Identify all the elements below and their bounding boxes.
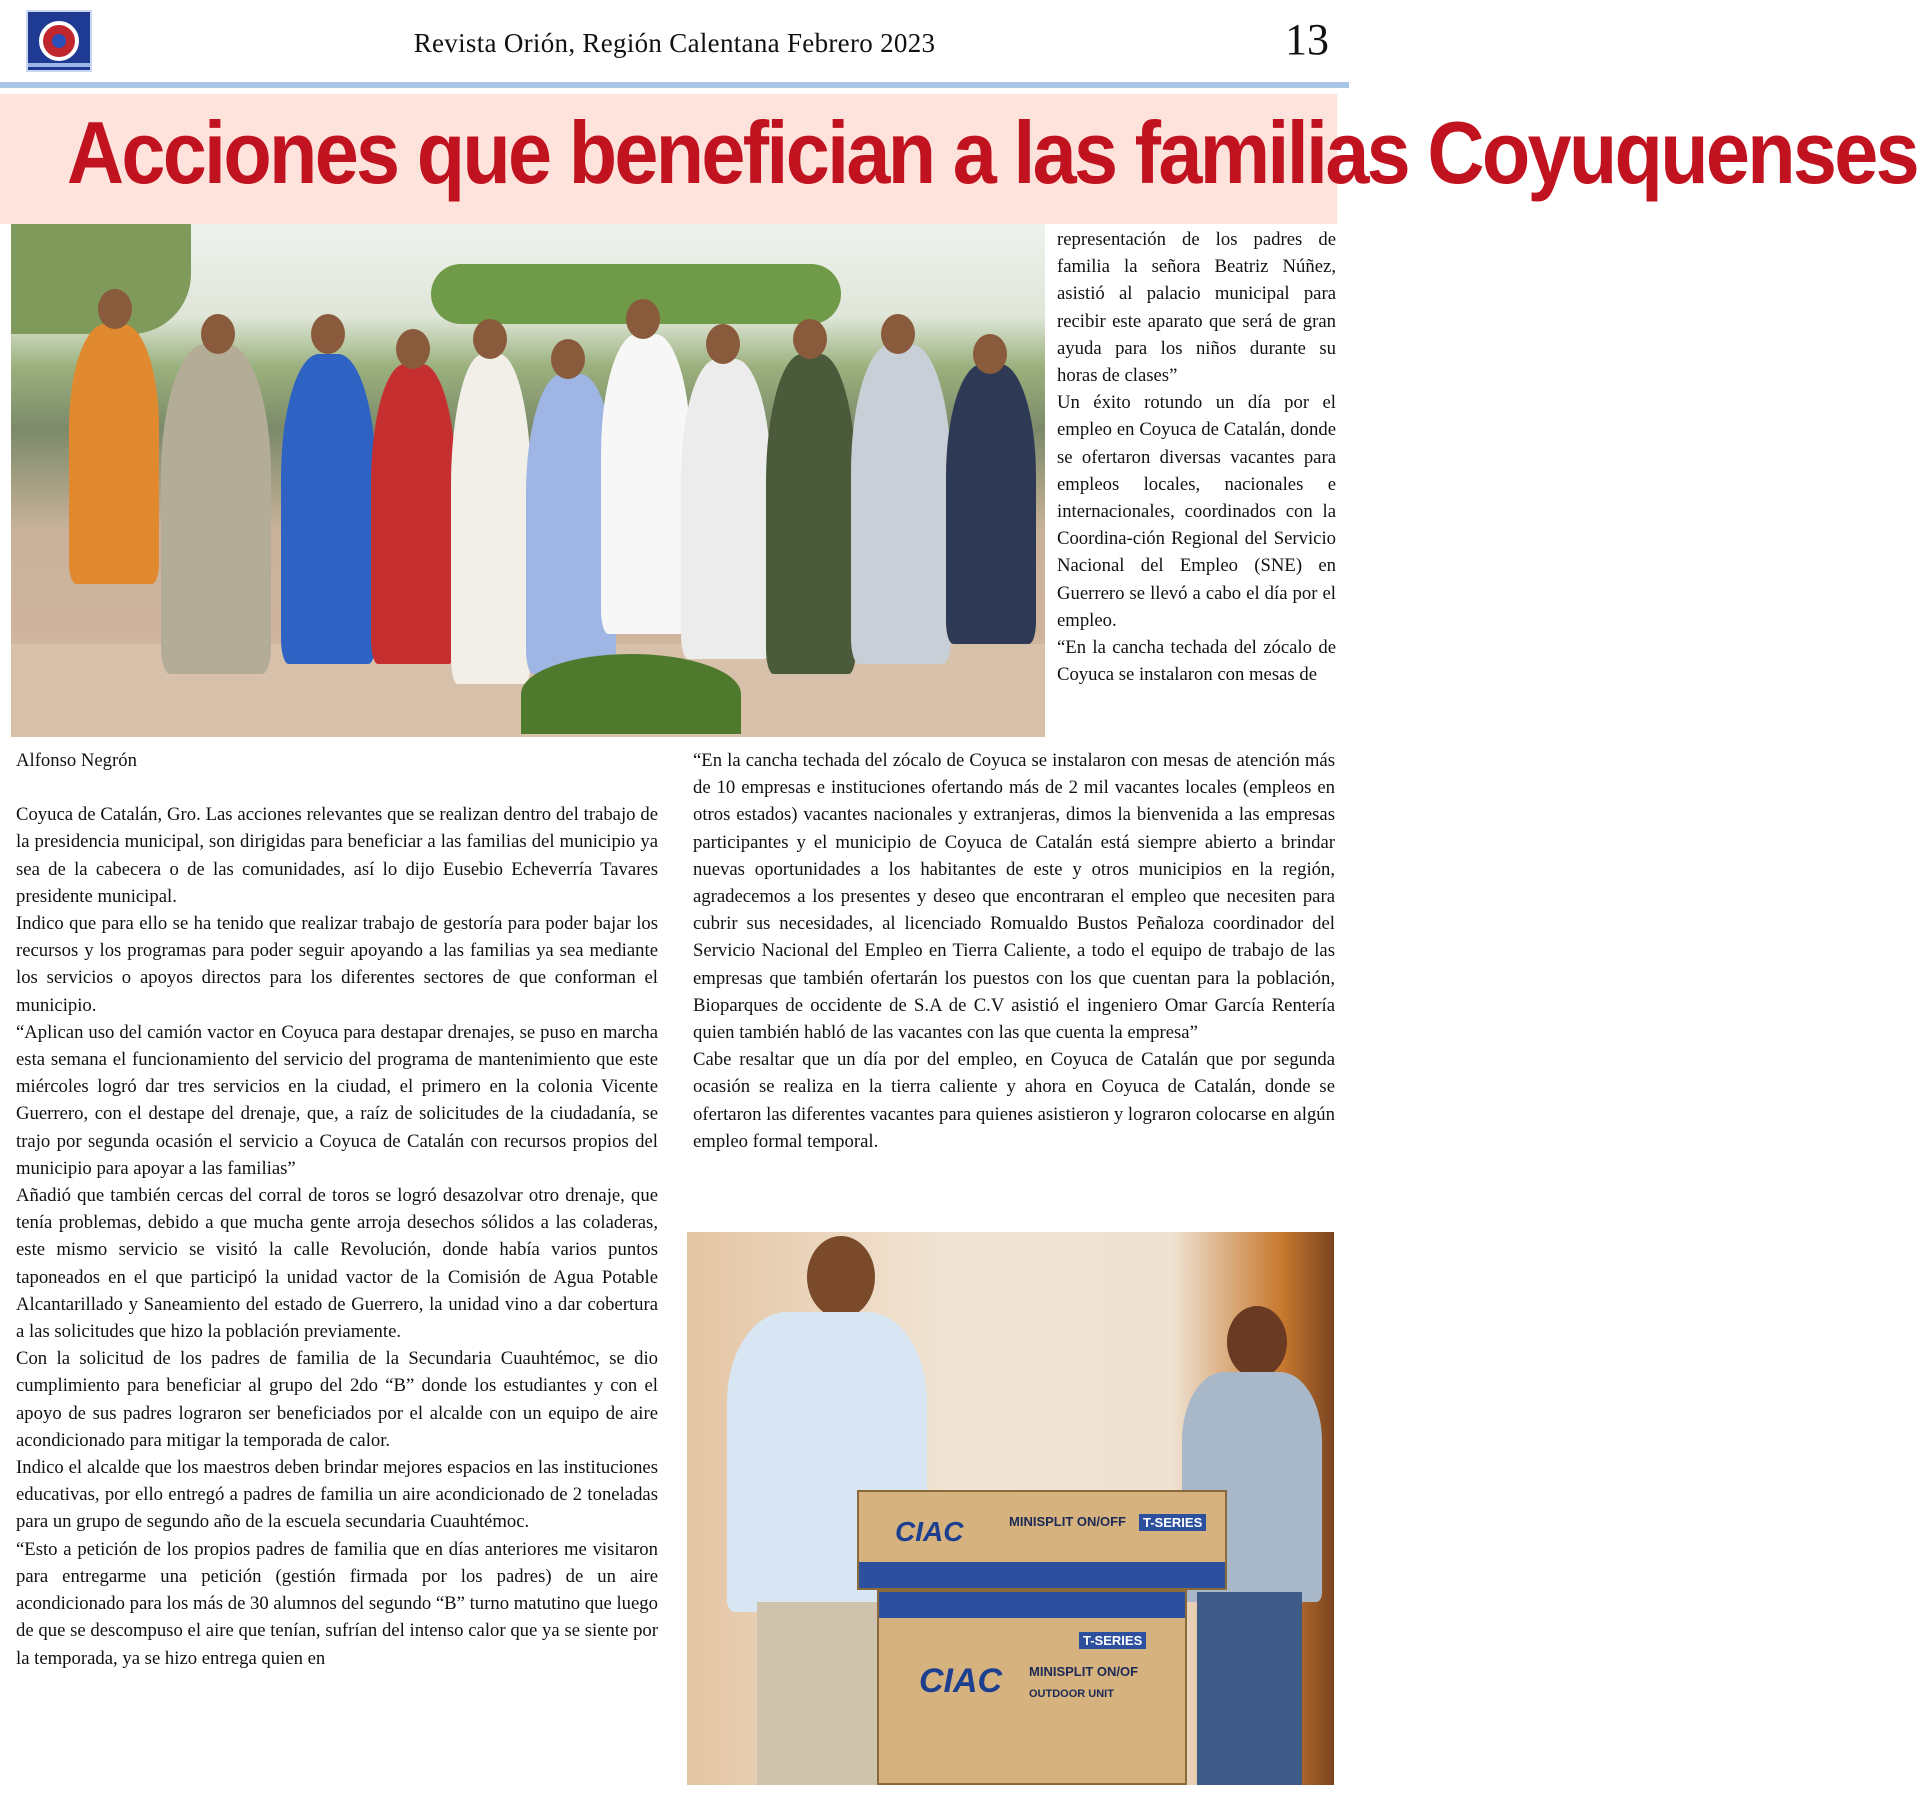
page-header-title: Revista Orión, Región Calentana Febrero 2023 [413, 28, 936, 58]
box-label: MINISPLIT ON/OF [1029, 1664, 1139, 1679]
person-head [551, 339, 585, 379]
box-brand: CIAC [919, 1662, 1003, 1700]
person [946, 364, 1036, 644]
person-head [626, 299, 660, 339]
person [371, 364, 456, 664]
person [161, 344, 271, 674]
page-number: 13 [1285, 15, 1329, 64]
person-legs [1197, 1592, 1302, 1785]
person-head [396, 329, 430, 369]
paragraph: Añadió que también cercas del corral de toros se logró desazolvar otro drenaje, que tenía problemas, debido a que mucha gente arroja desechos sólidos a las coladeras, este mismo servicio se visitó la calle Revolución, donde había varios puntos taponeados en el que participó la unidad vactor de la Comisión de Agua Potable Alcantarillado y Saneamiento del estado de Guerrero, la unidad vino a dar cobertura a las solicitudes que hizo la población previamente. [16, 1185, 658, 1343]
article-headline: Acciones que benefician a las familias Coyuquenses [66, 103, 1917, 202]
flower-arrangement [521, 654, 741, 734]
box-band [859, 1562, 1225, 1588]
paragraph: Indico que para ello se ha tenido que realizar trabajo de gestoría para poder bajar los recursos y los programas para poder seguir apoyando a las familias ya sea mediante los servicios o apoyos directos para los diferentes sectores de que conforman el municipio. [16, 913, 658, 1016]
article-column-right [693, 747, 1335, 1155]
byline: Alfonso Negrón [16, 750, 137, 771]
group-photo [11, 224, 1045, 737]
paragraph: “En la cancha techada del zócalo de Coyuca se instalaron con mesas de [1057, 637, 1336, 686]
paragraph: representación de los padres de familia la señora Beatriz Núñez, asistió al palacio municipal para recibir este aparato que será de gran ayuda para los niños durante su horas de clases” [1057, 229, 1336, 387]
person [851, 344, 951, 664]
person-head [98, 289, 132, 329]
box-series: T-SERIES [1139, 1514, 1206, 1531]
paragraph: Cabe resaltar que un día por del empleo, en Coyuca de Catalán que por segunda ocasión se realiza en la tierra caliente y ahora en Coyuca de Catalán, donde se ofertaron las diferentes vacantes para quienes asistieron y lograron colocarse en algún empleo formal temporal. [693, 1049, 1335, 1152]
person-head [807, 1236, 875, 1318]
person [681, 359, 771, 659]
logo-caption-strip [28, 63, 90, 67]
box-brand: CIAC [895, 1516, 964, 1547]
person-head [973, 334, 1007, 374]
header-divider [0, 82, 1349, 88]
person-head [881, 314, 915, 354]
article-column-narrow [1057, 226, 1336, 688]
person-head [1227, 1306, 1287, 1378]
paragraph: Coyuca de Catalán, Gro. Las acciones relevantes que se realizan dentro del trabajo de la presidencia municipal, son dirigidas para beneficiar a las familias del municipio ya sea de la cabecera o de las comunidades, así lo dijo Eusebio Echeverría Tavares presidente municipal. [16, 804, 658, 907]
ac-box-indoor [857, 1490, 1227, 1590]
box-band [879, 1592, 1185, 1618]
person-head [793, 319, 827, 359]
article-column-left [16, 747, 658, 1672]
paragraph: “En la cancha techada del zócalo de Coyuca se instalaron con mesas de atención más de 10 empresas e instituciones ofertando más de 2 mil vacantes locales (empleos en otros estados) vacantes nacionales y extranjeras, dimos la bienvenida a las empresas participantes y el municipio de Coyuca de Catalán está siempre abierto a brindar nuevas oportunidades a los habitantes de este y otros municipios en la región, agradecemos a los presentes y deseo que encontraran el empleo que necesiten para cubrir sus necesidades, al licenciado Romualdo Bustos Peñaloza coordinador del Servicio Nacional del Empleo en Tierra Caliente, a todo el equipo de trabajo de las empresas que también ofertarán los puestos con los que cuentan para la población, Bioparques de occidente de S.A de C.V asistió el ingeniero Omar García Rentería quien también habló de las vacantes con las que cuenta la empresa” [693, 750, 1335, 1044]
ac-box-outdoor [877, 1590, 1187, 1785]
box-label: MINISPLIT ON/OFF [1009, 1514, 1126, 1529]
person [451, 354, 531, 684]
paragraph: Con la solicitud de los padres de familia de la Secundaria Cuauhtémoc, se dio cumplimiento para beneficiar al grupo del 2do “B” donde los estudiantes y con el apoyo de sus padres lograron ser beneficiados por el alcalde con un equipo de aire acondicionado para mitigar la temporada de calor. [16, 1348, 658, 1451]
paragraph: Indico el alcalde que los maestros deben brindar mejores espacios en las instituciones educativas, por ello entregó a padres de familia un aire acondicionado de 2 toneladas para un grupo de segundo año de la escuela secundaria Cuauhtémoc. [16, 1457, 658, 1533]
box-unit-label: OUTDOOR UNIT [1029, 1688, 1114, 1700]
person-head [201, 314, 235, 354]
ac-delivery-photo [687, 1232, 1334, 1785]
person-head [706, 324, 740, 364]
person-head [311, 314, 345, 354]
paragraph: Un éxito rotundo un día por el empleo en Coyuca de Catalán, donde se ofertaron diversas vacantes para empleos locales, nacionales e internacionales, coordinados con la Coordina-ción Regional del Servicio Nacional del Empleo (SNE) en Guerrero se llevó a cabo el día por el empleo. [1057, 392, 1336, 631]
person-legs [757, 1602, 887, 1785]
person [281, 354, 376, 664]
person [69, 324, 159, 584]
person [766, 354, 856, 674]
paragraph: “Esto a petición de los propios padres de familia que en días anteriores me visitaron para entregarme una petición (gestión firmada por los padres) de un aire acondicionado para los más de 30 alumnos del segundo “B” turno matutino que luego de que se descompuso el aire que tenían, sufrían del intenso calor que ya se siente por la temporada, ya se hizo entrega quien en [16, 1538, 658, 1669]
person [601, 334, 691, 634]
person-head [473, 319, 507, 359]
box-series: T-SERIES [1079, 1632, 1146, 1649]
paragraph: “Aplican uso del camión vactor en Coyuca para destapar drenajes, se puso en marcha esta semana el funcionamiento del servicio del programa de mantenimiento que este miércoles logró dar tres servicios en la ciudad, el primero en la colonia Vicente Guerrero, con el destape del drenaje, que, a raíz de solicitudes de la ciudadanía, se trajo por segunda ocasión el servicio a Coyuca de Catalán con recursos propios del municipio para apoyar a las familias” [16, 1021, 658, 1179]
